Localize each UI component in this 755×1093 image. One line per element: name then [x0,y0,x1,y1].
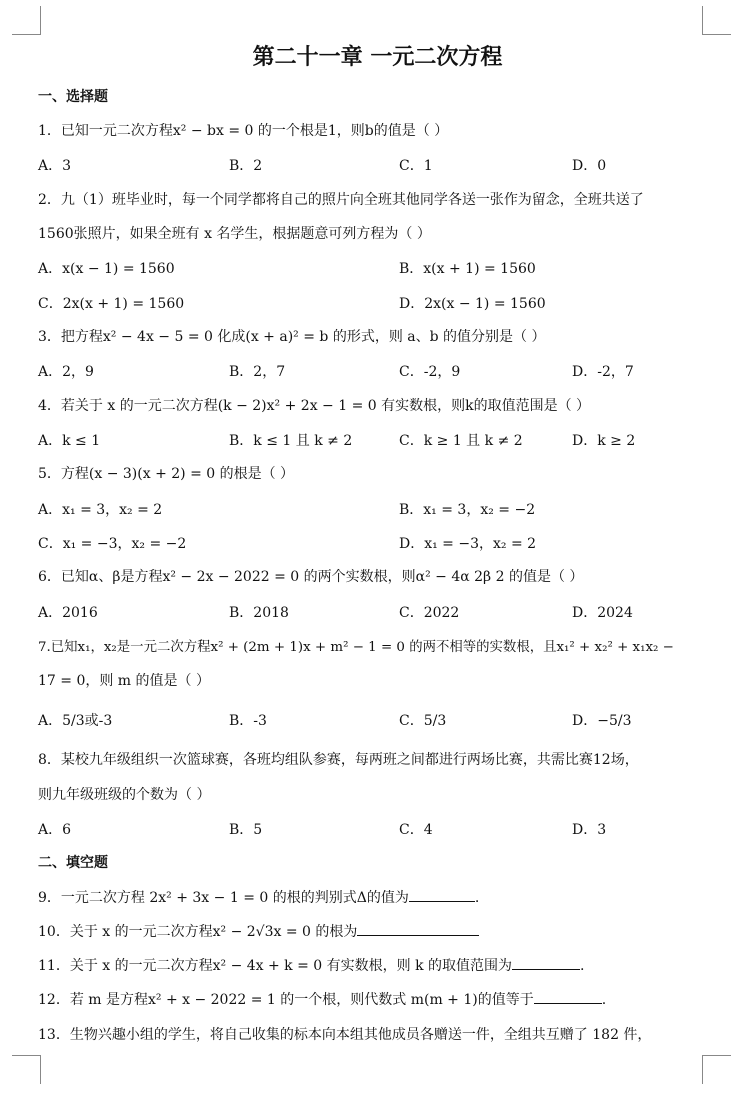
corner-mark-top-right [702,6,731,35]
question-11 [38,955,585,975]
q7-option-c[interactable]: C．5/3 [399,713,447,729]
q3-option-a[interactable]: A．2，9 [38,364,94,380]
q8-option-c[interactable]: C．4 [399,822,433,838]
q2-option-b[interactable]: B．x(x + 1) = 1560 [399,261,536,277]
q1-option-b[interactable]: B．2 [229,158,263,174]
q3-option-b[interactable]: B．2，7 [229,364,286,380]
q2-option-a[interactable]: A．x(x − 1) = 1560 [38,261,175,277]
q5-option-b[interactable]: B．x₁ = 3，x₂ = −2 [399,502,536,518]
question-12-text: 12．若 m 是方程x² + x − 2022 = 1 的一个根，则代数式 m(m + 1)的值等于 [38,992,534,1008]
q7-option-b[interactable]: B．-3 [229,713,267,729]
q2-option-c[interactable]: C．2x(x + 1) = 1560 [38,296,185,312]
q11-answer-blank[interactable] [512,955,580,970]
q12-answer-blank[interactable] [534,989,602,1004]
q5-option-c[interactable]: C．x₁ = −3，x₂ = −2 [38,536,187,552]
q3-option-d[interactable]: D．-2，7 [572,364,634,380]
question-9-text: 9．一元二次方程 2x² + 3x − 1 = 0 的根的判别式Δ的值为 [38,890,409,906]
q7-option-a[interactable]: A．5/3或-3 [38,713,113,729]
corner-mark-top-left [12,6,41,35]
question-8-line-1: 8．某校九年级组织一次篮球赛，各班均组队参赛，每两班之间都进行两场比赛，共需比赛12场， [38,752,639,768]
question-12 [38,989,606,1009]
q5-option-a[interactable]: A．x₁ = 3，x₂ = 2 [38,502,163,518]
q2-option-d[interactable]: D．2x(x − 1) = 1560 [399,296,546,312]
q6-option-d[interactable]: D．2024 [572,605,633,621]
q6-option-c[interactable]: C．2022 [399,605,460,621]
question-11-text: 11．关于 x 的一元二次方程x² − 4x + k = 0 有实数根，则 k 的取值范围为 [38,958,513,974]
q10-answer-blank[interactable] [357,921,479,936]
q5-option-d[interactable]: D．x₁ = −3，x₂ = 2 [399,536,537,552]
question-12-end: . [601,992,607,1008]
q4-option-a[interactable]: A．k ≤ 1 [38,433,101,449]
question-10 [38,921,479,941]
question-7-line-2: 17 = 0，则 m 的值是（ ） [38,673,210,689]
question-13: 13．生物兴趣小组的学生，将自己收集的标本向本组其他成员各赠送一件，全组共互赠了 182 件， [38,1027,652,1043]
section-heading-choice: 一、选择题 [38,89,108,105]
question-2-line-1: 2．九（1）班毕业时，每一个同学都将自己的照片向全班其他同学各送一张作为留念，全班共送了 [38,192,644,208]
question-1: 1．已知一元二次方程x² − bx = 0 的一个根是1，则b的值是（ ） [38,123,449,139]
corner-mark-bottom-right [702,1055,731,1084]
section-heading-fill: 二、填空题 [38,855,108,871]
q9-answer-blank[interactable] [409,887,475,902]
q8-option-a[interactable]: A．6 [38,822,72,838]
q6-option-a[interactable]: A．2016 [38,605,98,621]
question-6: 6．已知α、β是方程x² − 2x − 2022 = 0 的两个实数根，则α² − 4α 2β 2 的值是（ ） [38,569,584,585]
q1-option-c[interactable]: C．1 [399,158,433,174]
question-9 [38,887,479,907]
q1-option-a[interactable]: A．3 [38,158,72,174]
question-7-line-1: 7.已知x₁，x₂是一元二次方程x² + (2m + 1)x + m² − 1 = 0 的两不相等的实数根，且x₁² + x₂² + x₁x₂ − [38,640,674,655]
q4-option-d[interactable]: D．k ≥ 2 [572,433,636,449]
q4-option-c[interactable]: C．k ≥ 1 且 k ≠ 2 [399,433,523,449]
question-11-end: . [580,958,585,974]
q4-option-b[interactable]: B．k ≤ 1 且 k ≠ 2 [229,433,353,449]
q1-option-d[interactable]: D．0 [572,158,607,174]
page-title: 第二十一章 一元二次方程 [252,44,503,70]
q8-option-b[interactable]: B．5 [229,822,263,838]
question-5: 5．方程(x − 3)(x + 2) = 0 的根是（ ） [38,466,295,482]
question-2-line-2: 1560张照片，如果全班有 x 名学生，根据题意可列方程为（ ） [38,226,431,242]
question-3: 3．把方程x² − 4x − 5 = 0 化成(x + a)² = b 的形式，则 a、b 的值分别是（ ） [38,329,546,345]
q8-option-d[interactable]: D．3 [572,822,607,838]
question-10-text: 10．关于 x 的一元二次方程x² − 2√3x = 0 的根为 [38,924,358,940]
question-4: 4．若关于 x 的一元二次方程(k − 2)x² + 2x − 1 = 0 有实数根，则k的取值范围是（ ） [38,398,591,414]
question-8-line-2: 则九年级班级的个数为（ ） [38,787,211,803]
q3-option-c[interactable]: C．-2，9 [399,364,461,380]
q6-option-b[interactable]: B．2018 [229,605,289,621]
corner-mark-bottom-left [12,1055,41,1084]
q7-option-d[interactable]: D．−5/3 [572,713,632,729]
question-9-end: . [474,890,480,906]
